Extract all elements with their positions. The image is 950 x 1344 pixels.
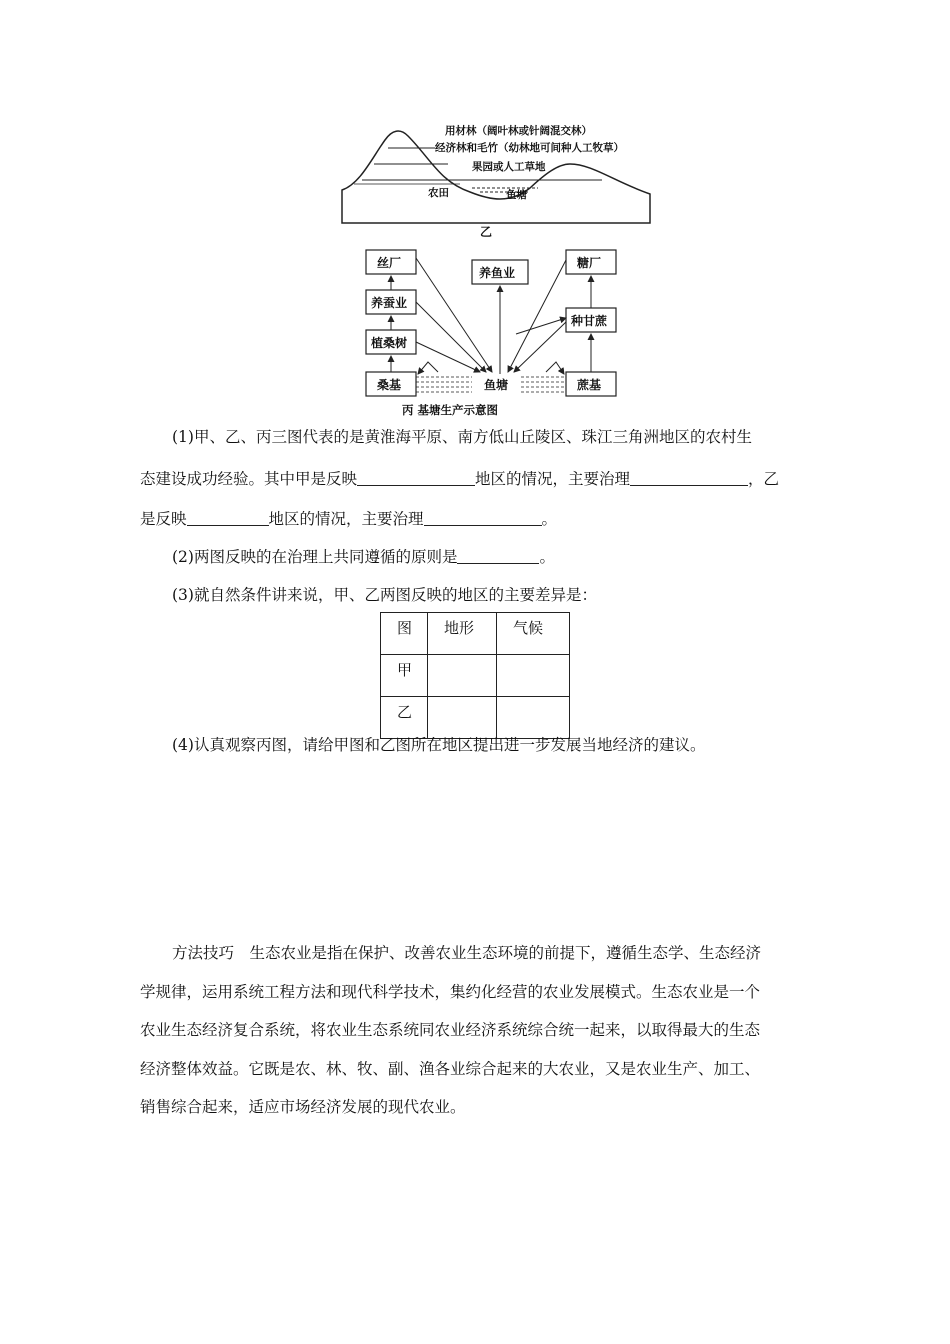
- q1-line3: [140, 500, 800, 538]
- q1-line3-text-a: 是反映: [140, 510, 187, 528]
- answer-blank-1[interactable]: [357, 467, 475, 486]
- method-tips: [140, 934, 830, 1127]
- arrow-pond-mulberry: [418, 362, 438, 374]
- method-line: 销售综合起来，适应市场经济发展的现代农业。: [140, 1098, 466, 1116]
- table-row: [381, 655, 570, 697]
- q1-line3-text-b: 地区的情况，主要治理: [268, 510, 424, 528]
- arrow-silkworm-pond: [416, 302, 486, 372]
- method-line: 方法技巧 生态农业是指在保护、改善农业生态环境的前提下，遵循生态学、生态经济: [172, 944, 762, 962]
- q1-line2-text-b: 地区的情况，主要治理: [475, 470, 631, 488]
- answer-blank-3[interactable]: [187, 507, 269, 526]
- label-mulberry: 植桑树: [371, 336, 408, 350]
- comparison-table: [380, 612, 570, 739]
- answer-blank-4[interactable]: [424, 507, 542, 526]
- q2-line: [172, 538, 832, 576]
- arrow-pond-cane-base: [546, 362, 564, 374]
- method-line: 学规律，运用系统工程方法和现代科学技术，集约化经营的农业发展模式。生态农业是一个: [140, 982, 761, 1001]
- table-header-cell: 气候: [497, 613, 570, 655]
- label-fishpond: 鱼塘: [484, 378, 509, 392]
- table-answer-cell[interactable]: [497, 655, 570, 697]
- q2-text-b: 。: [539, 548, 555, 566]
- figure-yi: [330, 118, 660, 238]
- table-cell: 乙: [381, 697, 428, 739]
- figure-bing: [360, 246, 630, 418]
- label-silkworm: 养蚕业: [371, 296, 408, 310]
- answer-blank-5[interactable]: [457, 545, 539, 564]
- label-econ: 经济林和毛竹（幼林地可间种人工牧草）: [435, 142, 624, 154]
- label-cane-base: 蔗基: [577, 378, 602, 392]
- label-sugarcane: 种甘蔗: [571, 314, 608, 328]
- q1-line2-text-a: 态建设成功经验。其中甲是反映: [140, 470, 358, 488]
- table-header-row: [381, 613, 570, 655]
- label-fish-farming: 养鱼业: [479, 266, 516, 280]
- q3-line: (3)就自然条件讲来说，甲、乙两图反映的地区的主要差异是：: [172, 586, 597, 604]
- q1-line2: [140, 460, 800, 498]
- q1-line2-text-c: ，乙: [748, 470, 780, 488]
- q1-line3-text-c: 。: [541, 510, 558, 528]
- caption-yi: 乙: [480, 225, 493, 238]
- label-forest: 用材林（阔叶林或针阔混交林）: [445, 125, 592, 137]
- label-orchard: 果园或人工草地: [472, 161, 546, 173]
- label-silk-factory: 丝厂: [377, 256, 402, 270]
- caption-bing: 丙 基塘生产示意图: [402, 403, 499, 417]
- table-header-cell: 图: [381, 613, 428, 655]
- method-line: 经济整体效益。它既是农、林、牧、副、渔各业综合起来的大农业，又是农业生产、加工、: [140, 1059, 761, 1078]
- label-farm: 农田: [428, 187, 449, 199]
- q4-line: (4)认真观察丙图，请给甲图和乙图所在地区提出进一步发展当地经济的建议。: [172, 736, 706, 754]
- label-mulberry-base: 桑基: [377, 378, 402, 392]
- table-header-cell: 地形: [428, 613, 497, 655]
- method-line: 农业生态经济复合系统，将农业生态系统同农业经济系统综合统一起来，以取得最大的生态: [140, 1021, 761, 1039]
- label-sugar-factory: 糖厂: [577, 256, 602, 270]
- label-pond: 鱼塘: [506, 189, 527, 201]
- table-answer-cell[interactable]: [428, 655, 497, 697]
- table-cell: 甲: [381, 655, 428, 697]
- q2-text-a: (2)两图反映的在治理上共同遵循的原则是: [172, 548, 458, 566]
- q1-line1: (1)甲、乙、丙三图代表的是黄淮海平原、南方低山丘陵区、珠江三角洲地区的农村生: [172, 428, 752, 446]
- answer-blank-2[interactable]: [630, 467, 748, 486]
- arrow-pond-cane: [516, 318, 566, 334]
